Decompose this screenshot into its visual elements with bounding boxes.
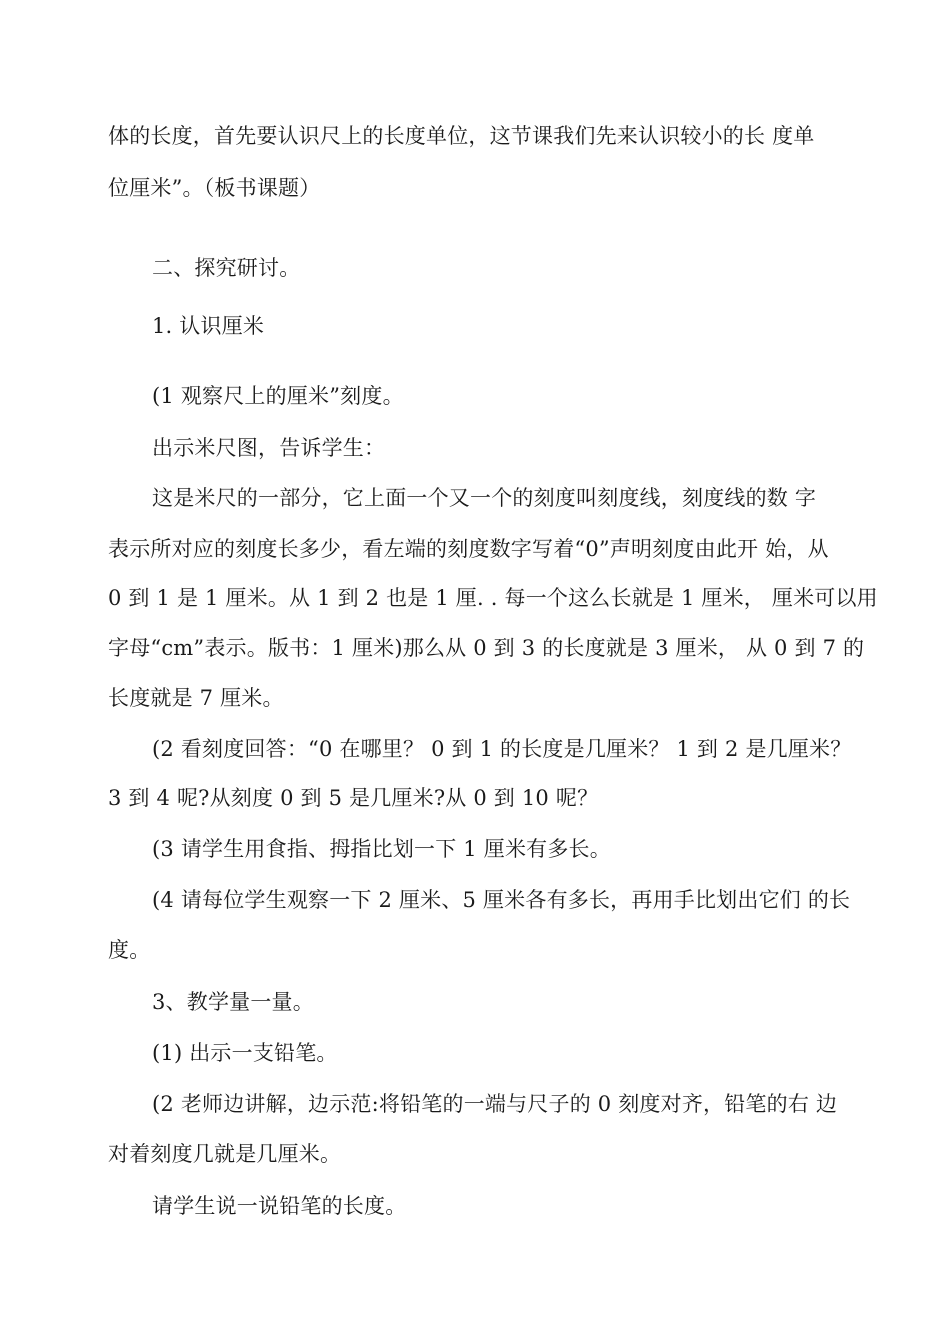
text-line: 出示米尺图，告诉学生： [152,436,386,460]
text-line: 度。 [108,938,151,962]
section-heading: 二、探究研讨。 [152,256,301,280]
text-line: 体的长度，首先要认识尺上的长度单位，这节课我们先来认识较小的长 度单 [108,124,815,148]
text-line: 位厘米”。（板书课题） [108,176,321,200]
text-line: 请学生说一说铅笔的长度。 [152,1194,407,1218]
text-line: 对着刻度几就是几厘米。 [108,1142,342,1166]
text-line: 0 到 1 是 1 厘米。从 1 到 2 也是 1 厘. . 每一个这么长就是 1 厘米， 厘米可以用 [108,586,878,610]
text-line: (2 老师边讲解，边示范:将铅笔的一端与尺子的 0 刻度对齐，铅笔的右 边 [152,1092,838,1116]
text-line: (2 看刻度回答：“0 在哪里？ 0 到 1 的长度是几厘米？ 1 到 2 是几厘米？ [152,737,852,761]
text-line: 这是米尺的一部分，它上面一个又一个的刻度叫刻度线，刻度线的数 字 [152,486,817,510]
text-line: 表示所对应的刻度长多少，看左端的刻度数字写着“0”声明刻度由此开 始，从 [108,537,829,561]
text-line: 字母“cm”表示。版书：1 厘米)那么从 0 到 3 的长度就是 3 厘米， 从 0 到 7 的 [108,636,865,660]
text-line: (1) 出示一支铅笔。 [152,1041,338,1065]
text-line: 长度就是 7 厘米。 [108,686,284,710]
subsection-heading: 1. 认识厘米 [152,314,265,338]
text-line: (1 观察尺上的厘米”刻度。 [152,384,404,408]
text-line: (4 请每位学生观察一下 2 厘米、5 厘米各有多长，再用手比划出它们 的长 [152,888,851,912]
text-line: 3 到 4 呢?从刻度 0 到 5 是几厘米?从 0 到 10 呢？ [108,786,599,810]
text-line: (3 请学生用食指、拇指比划一下 1 厘米有多长。 [152,837,611,861]
subsection-heading: 3、教学量一量。 [152,990,314,1014]
